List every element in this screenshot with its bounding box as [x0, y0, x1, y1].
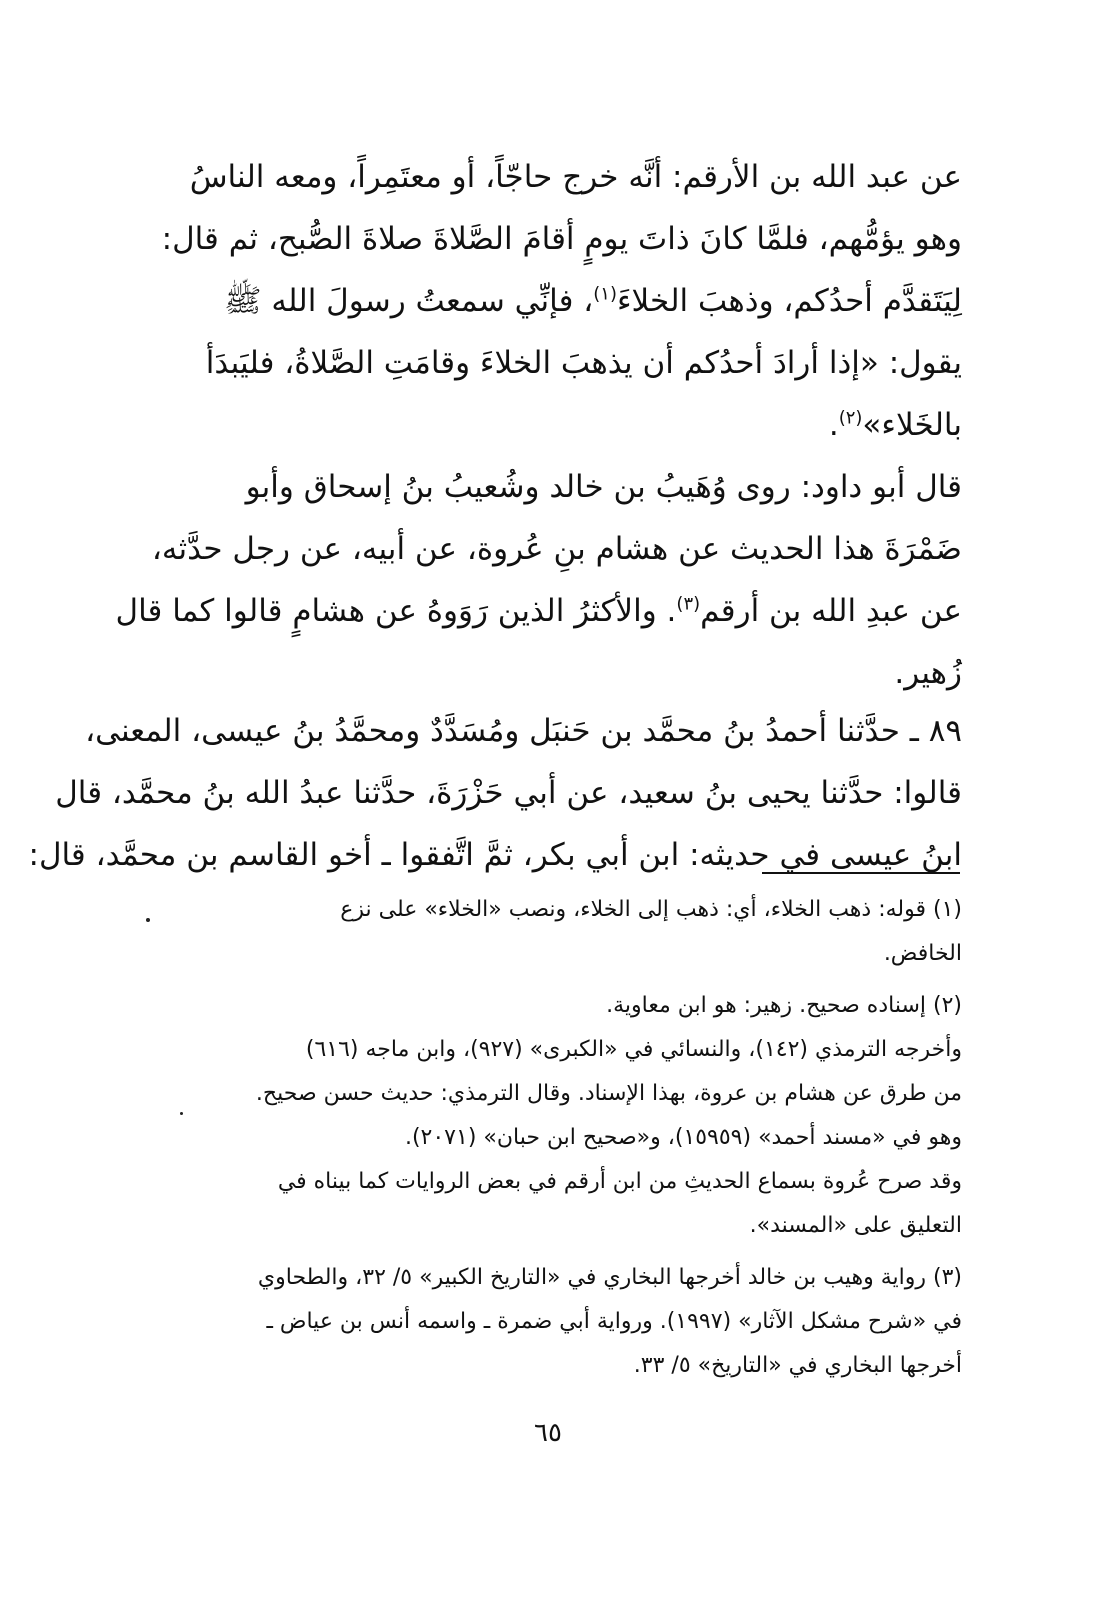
footnote-line: أخرجها البخاري في «التاريخ» ٥/ ٣٣. [633, 1353, 962, 1378]
footnote-line: وأخرجه الترمذي (١٤٢)، والنسائي في «الكبرى» (٩٢٧)، وابن ماجه (٦١٦) [305, 1037, 962, 1062]
text-line: ابنُ عيسى في حديثه: ابن أبي بكر، ثمَّ اتَّفقوا ـ أخو القاسم بن محمَّد، قال: [28, 837, 962, 873]
text-line [170, 394, 962, 456]
footnote-ref-3[interactable]: (٣) [676, 593, 701, 615]
text-segment: . والأكثرُ الذين رَوَوهُ عن هشامٍ قالوا كما قال [115, 593, 677, 629]
footnote-ref-1[interactable]: (١) [593, 283, 617, 305]
text-line: قال أبو داود: روى وُهَيبُ بن خالد وشُعيبُ بنُ إسحاق وأبو [245, 469, 962, 505]
text-segment: ، فإنِّي سمعتُ رسولَ الله ﷺ [224, 283, 594, 319]
footnotes-section [170, 888, 962, 1388]
footnote-ref-2[interactable]: (٢) [838, 407, 863, 429]
footnote-line: (٣) رواية وهيب بن خالد أخرجها البخاري في «التاريخ الكبير» ٥/ ٣٢، والطحاوي [257, 1265, 962, 1290]
page-number: ٦٥ [534, 1418, 562, 1448]
text-segment: لِيَتَقدَّم أحدُكم، وذهبَ الخلاءَ [616, 283, 962, 319]
footnote-line: (٢) إسناده صحيح. زهير: هو ابن معاوية. [606, 993, 962, 1018]
text-line [115, 580, 962, 642]
text-segment: عن عبدِ الله بن أرقم [700, 593, 962, 629]
footnote-line: في «شرح مشكل الآثار» (١٩٩٧). ورواية أبي ضمرة ـ واسمه أنس بن عياض ـ [266, 1309, 962, 1334]
footnote-line: من طرق عن هشام بن عروة، بهذا الإسناد. وقال الترمذي: حديث حسن صحيح. [255, 1081, 962, 1106]
footnote-line: الخافض. [883, 941, 962, 966]
hadith-89-paragraph [28, 700, 962, 886]
text-line: يقول: «إذا أرادَ أحدُكم أن يذهبَ الخلاءَ وقامَتِ الصَّلاةُ، فليَبدَأ [205, 345, 962, 381]
hadith-paragraph-1 [161, 146, 962, 456]
footnote-line: التعليق على «المسند». [749, 1213, 962, 1238]
footnote-line: وهو في «مسند أحمد» (١٥٩٥٩)، و«صحيح ابن حبان» (٢٠٧١). [404, 1125, 962, 1150]
text-line [170, 270, 962, 332]
footnote-3 [170, 1256, 962, 1388]
text-line: ضَمْرَةَ هذا الحديث عن هشام بنِ عُروة، عن أبيه، عن رجل حدَّثه، [151, 531, 962, 567]
footnote-1 [170, 888, 962, 976]
footnote-line: وقد صرح عُروة بسماع الحديثِ من ابن أرقم في بعض الروايات كما بيناه في [277, 1169, 962, 1194]
footnote-separator [762, 872, 960, 874]
footnote-line: (١) قوله: ذهب الخلاء، أي: ذهب إلى الخلاء، ونصب «الخلاء» على نزع [340, 897, 962, 922]
abu-dawud-comment-paragraph [115, 456, 962, 704]
text-line: وهو يؤمُّهم، فلمَّا كانَ ذاتَ يومٍ أقامَ الصَّلاةَ صلاةَ الصُّبح، ثم قال: [161, 221, 962, 257]
text-line: قالوا: حدَّثنا يحيى بنُ سعيد، عن أبي حَزْرَةَ، حدَّثنا عبدُ الله بنُ محمَّد، قال [55, 775, 962, 811]
footnote-2 [170, 984, 962, 1248]
text-segment: . [828, 407, 839, 443]
text-line: زُهير. [894, 655, 962, 691]
scan-speck [180, 1112, 183, 1115]
scan-speck [146, 918, 150, 922]
text-segment: بالخَلاء» [862, 407, 962, 443]
text-line: عن عبد الله بن الأرقم: أنَّه خرج حاجّاً، أو معتَمِراً، ومعه الناسُ [189, 159, 962, 195]
text-line: ٨٩ ـ حدَّثنا أحمدُ بنُ محمَّد بن حَنبَل ومُسَدَّدٌ ومحمَّدُ بنُ عيسى، المعنى، [85, 713, 962, 749]
